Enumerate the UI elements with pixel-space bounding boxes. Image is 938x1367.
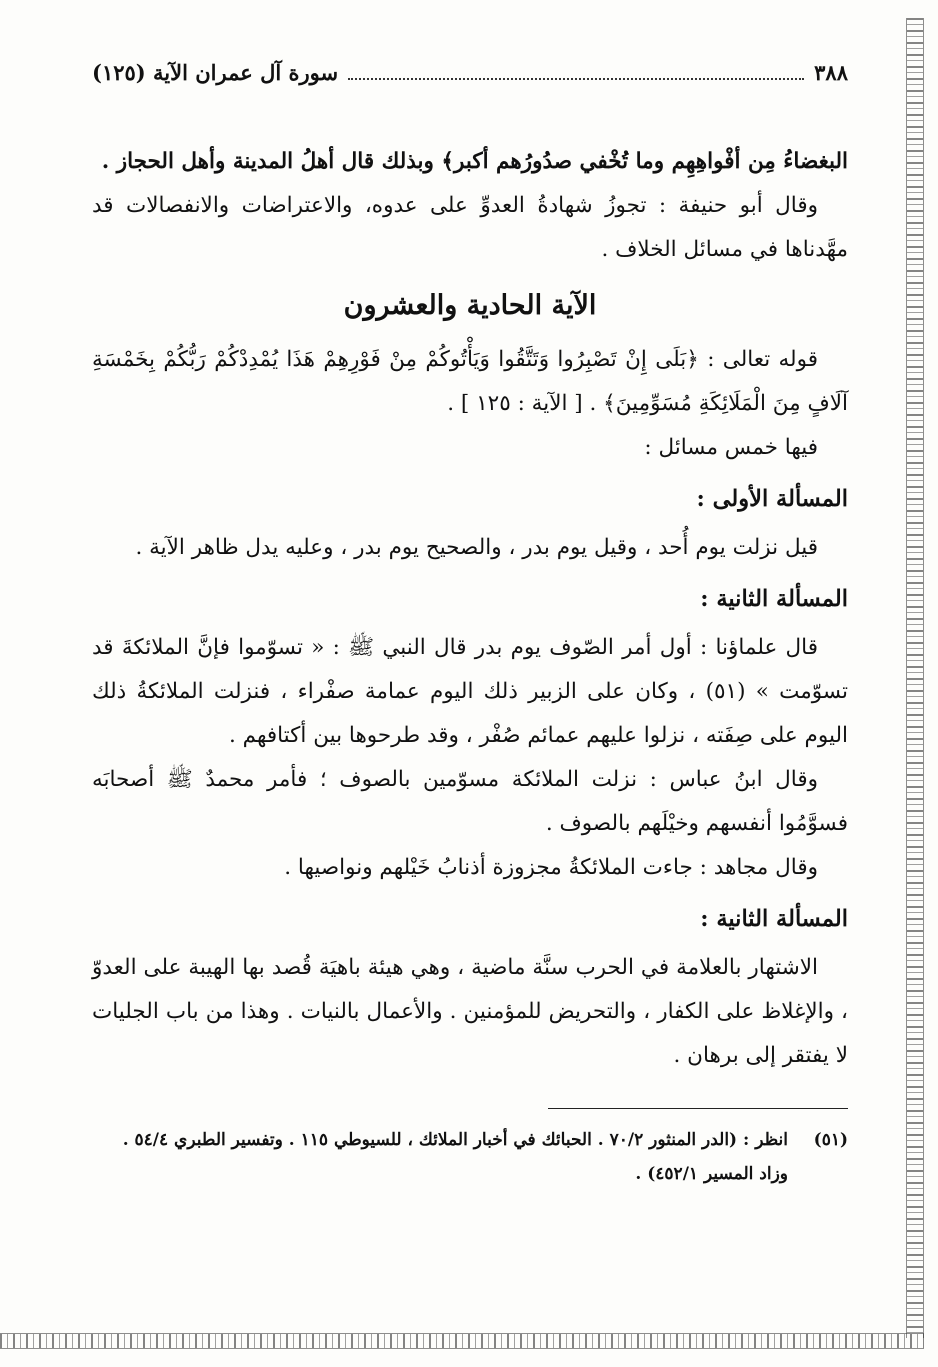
- running-header: [92, 60, 848, 100]
- page-border-ornament-horizontal: [0, 1333, 924, 1349]
- section-title: الآية الحادية والعشرون: [343, 290, 597, 321]
- footnote-line-1: انظر : (الدر المنثور ٧٠/٢ . الحبائك في أخبار الملائك ، للسيوطي ١١٥ . وتفسير الطبري ٥٤/٤ .: [122, 1130, 788, 1150]
- issue-2-title: المسألة الثانية :: [700, 586, 848, 612]
- leader-dots: [348, 77, 804, 80]
- issue-3-title: المسألة الثانية :: [700, 906, 848, 932]
- page-border-ornament-vertical: [906, 18, 924, 1338]
- issue-3-text: الاشتهار بالعلامة في الحرب سنَّة ماضية ، وهي هيئة باهيَة قُصد بها الهيبة على العدوّ ، والإغلاظ على الكفار ، والتحريض للمؤمنين . والأعمال بالنيات . وهذا من باب الجليات لا يفتقر إلى برهان .: [92, 955, 848, 1068]
- issue-2-paragraph-2: وقال ابنُ عباس : نزلت الملائكة مسوّمين بالصوف ؛ فأمر محمدٌ ﷺ أصحابَه فسوَّمُوا أنفسهم وخيْلَهم بالصوف .: [92, 767, 848, 836]
- footnote-marker: (٥١): [813, 1130, 848, 1150]
- paragraph-2: وقال أبو حنيفة : تجوزُ شهادةُ العدوِّ على عدوه، والاعتراضات والانفصالات قد مهَّدناها في مسائل الخلاف .: [92, 193, 848, 262]
- running-title-wrap: [92, 60, 814, 86]
- footnote-51: [92, 1123, 848, 1191]
- issue-1-title: المسألة الأولى :: [696, 486, 848, 512]
- running-title: سورة آل عمران الآية (١٢٥): [92, 60, 339, 85]
- issue-2-paragraph-3: وقال مجاهد : جاءت الملائكةُ مجزوزة أذنابُ خَيْلهم ونواصيها .: [284, 855, 818, 880]
- paragraph-issues-count: فيها خمس مسائل :: [644, 435, 818, 460]
- issue-1-text: قيل نزلت يوم أُحد ، وقيل يوم بدر ، والصحيح يوم بدر ، وعليه يدل ظاهر الآية .: [135, 535, 818, 560]
- footnote-line-2: وزاد المسير ٤٥٢/١) .: [635, 1164, 788, 1184]
- verse-paragraph: قوله تعالى : ﴿بَلَى إِنْ تَصْبِرُوا وَتَتَّقُوا وَيَأْتُوكُمْ مِنْ فَوْرِهِمْ هَذَا يُمْدِدْكُمْ رَبُّكُمْ بِخَمْسَةِ آلَافٍ مِنَ الْمَلَائِكَةِ مُسَوِّمِينَ﴾ . [ الآية : ١٢٥ ] .: [92, 347, 848, 416]
- issue-2-paragraph-1: قال علماؤنا : أول أمر الصّوف يوم بدر قال النبي ﷺ : « تسوّموا فإنَّ الملائكةَ قد تسوّمت » (٥١) ، وكان على الزبير ذلك اليوم عمامة صفْراء ، فنزلت الملائكةُ ذلك اليوم على صِفَته ، نزلوا عليهم عمائم صُفْر ، وقد طرحوها بين أكتافهم .: [92, 635, 848, 748]
- paragraph-1: البغضاءُ مِن أفْواهِهِم وما تُخْفي صدُورُهم أكبر﴾ وبذلك قال أهلُ المدينة وأهل الحجاز .: [101, 149, 848, 174]
- footnote-divider: [548, 1108, 848, 1109]
- page-number: ٣٨٨: [814, 60, 848, 85]
- page-content: [92, 60, 848, 1191]
